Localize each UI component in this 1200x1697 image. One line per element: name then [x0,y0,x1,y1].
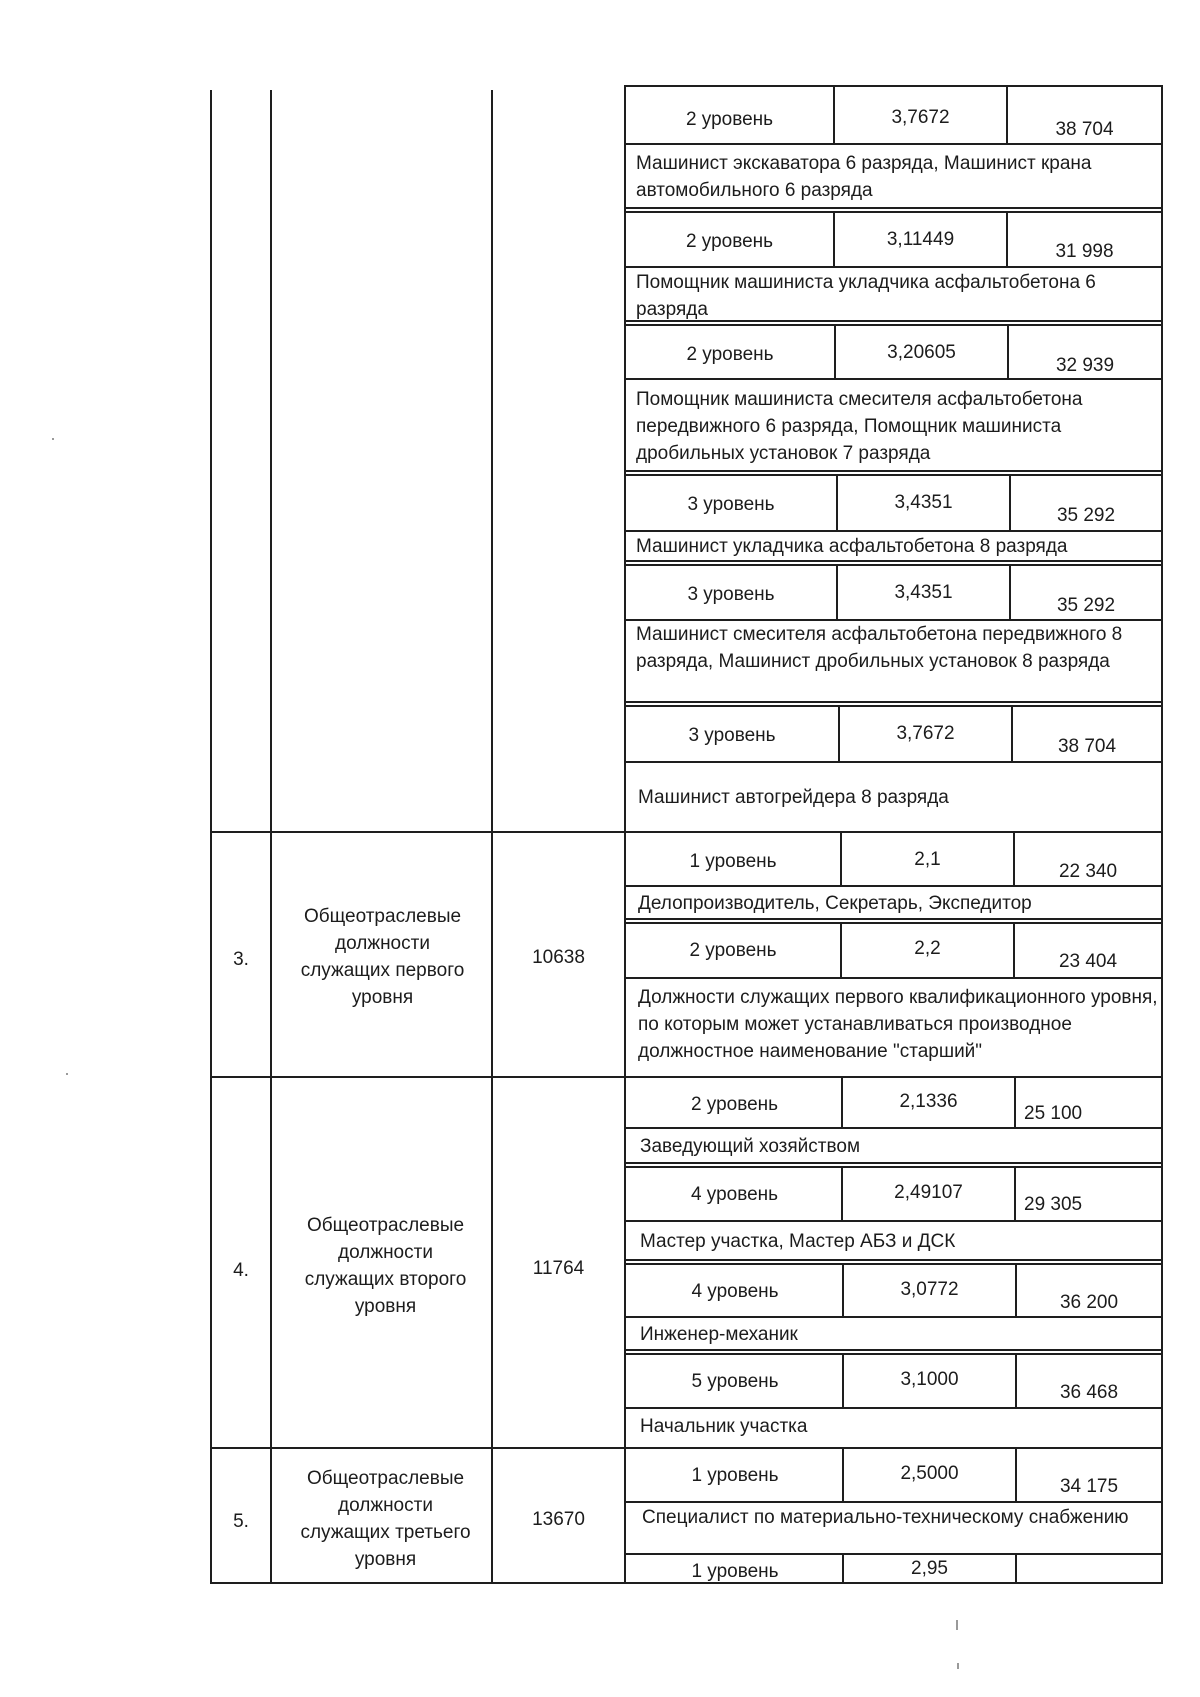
row-divider [626,1407,1163,1409]
col-divider-amount [1015,1555,1017,1582]
row-divider [626,1162,1163,1164]
salary-cell: 22 340 [1058,861,1118,882]
salary-cell: 29 305 [1024,1194,1083,1215]
group-number: 5. [233,1511,249,1532]
level-cell: 1 уровень [691,1465,779,1486]
coefficient-cell: 3,7672 [891,107,950,128]
positions-cell: Мастер участка, Мастер АБЗ и ДСК [640,1231,956,1252]
level-cell: 3 уровень [688,725,776,746]
salary-cell: 36 200 [1059,1292,1119,1313]
row-divider [624,701,1163,703]
col-divider-title [491,90,493,1584]
coefficient-cell: 3,4351 [894,582,953,603]
group-title: Общеотраслевые должности служащих третьего уровня [300,1468,471,1570]
group-separator [210,1447,1163,1449]
positions-cell: Машинист смесителя асфальтобетона передвижного 8 разряда, Машинист дробильных установок 8 разряда [636,624,1123,672]
positions-cell: Делопроизводитель, Секретарь, Экспедитор [638,893,1032,914]
positions-cell: Машинист автогрейдера 8 разряда [638,787,949,808]
row-divider [626,1316,1163,1318]
row-divider [626,1353,1163,1355]
level-cell: 2 уровень [689,940,777,961]
coefficient-cell: 3,20605 [887,342,956,363]
level-cell: 4 уровень [691,1281,779,1302]
table-border-right [1161,85,1163,1584]
row-divider [626,1263,1163,1265]
coefficient-cell: 2,49107 [894,1182,963,1203]
positions-cell: Заведующий хозяйством [640,1136,861,1157]
row-divider [624,470,1163,472]
table-border-top-right [624,85,1163,87]
scan-speck [957,1663,959,1669]
positions-cell: Машинист укладчика асфальтобетона 8 разряда [636,536,1068,557]
positions-cell: Должности служащих первого квалификационного уровня, по которым может устанавливаться производное должностное наименование "старший" [638,987,1158,1062]
coefficient-cell: 3,4351 [894,492,953,513]
level-cell: 2 уровень [686,344,774,365]
level-cell: 4 уровень [690,1184,779,1205]
row-divider [624,705,1163,707]
col-divider-amount [1014,1078,1016,1128]
group-base-salary: 10638 [532,947,585,968]
positions-cell: Специалист по материально-техническому снабжению [642,1507,1129,1528]
salary-cell: 31 998 [1055,241,1114,262]
positions-cell: Машинист экскаватора 6 разряда, Машинист крана автомобильного 6 разряда [636,153,1092,201]
row-divider [624,266,1163,268]
positions-cell: Начальник участка [640,1416,808,1437]
salary-cell: 25 100 [1024,1103,1083,1124]
row-divider [626,1501,1163,1503]
coefficient-cell: 2,1336 [899,1091,958,1112]
level-cell: 3 уровень [687,494,775,515]
group-separator [210,831,1163,833]
group-title: Общеотраслевые должности служащих второго уровня [304,1215,467,1317]
row-divider [624,143,1163,145]
row-divider [624,885,1163,887]
row-divider [626,1220,1163,1222]
scan-speck [956,1620,958,1630]
row-divider [624,560,1163,562]
group-number: 3. [233,949,249,970]
row-divider [624,211,1163,213]
scan-speck [66,1073,68,1075]
level-cell: 2 уровень [685,231,774,252]
scan-speck [52,438,54,440]
positions-cell: Инженер-механик [640,1324,798,1345]
row-divider [624,207,1163,209]
salary-cell: 23 404 [1058,951,1118,972]
coefficient-cell: 2,95 [911,1558,948,1579]
salary-cell: 35 292 [1056,505,1116,526]
group-separator [210,1076,1163,1078]
salary-cell: 32 939 [1055,355,1115,376]
level-cell: 5 уровень [691,1371,779,1392]
level-cell: 1 уровень [691,1561,779,1582]
row-divider [624,761,1163,763]
coefficient-cell: 3,0772 [900,1279,959,1300]
table-border-left [210,90,212,1584]
row-divider [626,1349,1163,1351]
level-cell: 2 уровень [690,1094,779,1115]
coefficient-cell: 2,5000 [900,1463,959,1484]
row-divider [624,530,1163,532]
row-divider [624,922,1163,924]
row-divider [624,324,1163,326]
group-number: 4. [233,1260,249,1281]
positions-cell: Помощник машиниста смесителя асфальтобетона передвижного 6 разряда, Помощник машиниста дробильных установок 7 разряда [636,389,1083,464]
coefficient-cell: 2,1 [914,849,941,870]
row-divider [626,1166,1163,1168]
salary-cell: 38 704 [1057,736,1117,757]
coefficient-cell: 3,7672 [896,723,955,744]
col-divider-salary [624,85,626,1584]
col-divider-number [270,90,272,1584]
level-cell: 3 уровень [687,584,775,605]
coefficient-cell: 3,1000 [900,1369,959,1390]
group-base-salary: 11764 [532,1258,585,1279]
coefficient-cell: 2,2 [914,938,941,959]
salary-cell: 35 292 [1056,595,1116,616]
salary-cell: 38 704 [1055,119,1114,140]
group-base-salary: 13670 [532,1509,585,1530]
level-cell: 2 уровень [685,109,774,130]
level-cell: 1 уровень [689,851,777,872]
salary-cell: 34 175 [1059,1476,1119,1497]
row-divider [626,1259,1163,1261]
salary-cell: 36 468 [1059,1382,1119,1403]
row-divider [624,977,1163,979]
row-divider [626,1127,1163,1129]
group-title: Общеотраслевые должности служащих первого уровня [300,906,465,1008]
row-divider [624,474,1163,476]
row-divider [624,564,1163,566]
col-divider-amount [1014,1166,1016,1221]
row-divider [624,918,1163,920]
coefficient-cell: 3,11449 [886,229,955,250]
positions-cell: Помощник машиниста укладчика асфальтобетона 6 разряда [636,272,1096,320]
